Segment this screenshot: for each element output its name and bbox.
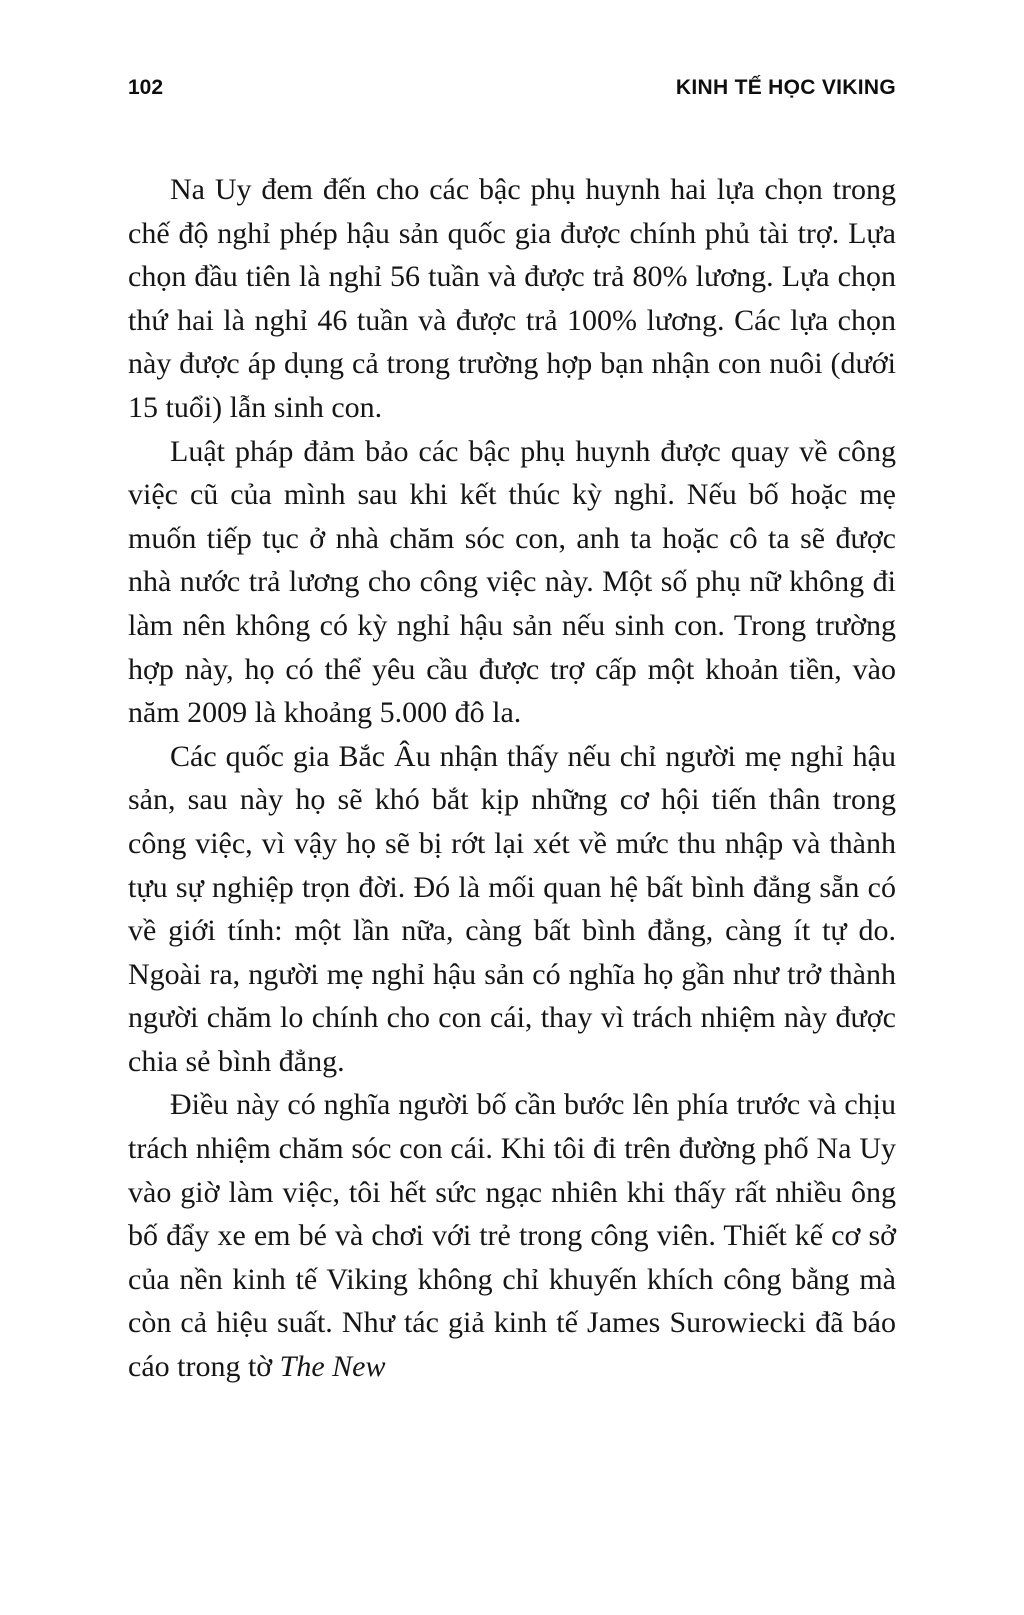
paragraph-text: Các quốc gia Bắc Âu nhận thấy nếu chỉ người mẹ nghỉ hậu sản, sau này họ sẽ khó bắt kịp những cơ hội tiến thân trong công việc, vì vậy họ sẽ bị rớt lại xét về mức thu nhập và thành tựu sự nghiệp trọn đời. Đó là mối quan hệ bất bình đẳng sẵn có về giới tính: một lần nữa, càng bất bình đẳng, càng ít tự do. Ngoài ra, người mẹ nghỉ hậu sản có nghĩa họ gần như trở thành người chăm lo chính cho con cái, thay vì trách nhiệm này được chia sẻ bình đẳng. (128, 739, 896, 1078)
paragraph (128, 735, 896, 1084)
running-title: KINH TẾ HỌC VIKING (675, 76, 896, 99)
page-header (128, 76, 896, 100)
page-number: 102 (128, 76, 164, 99)
paragraph (128, 430, 896, 735)
paragraph-text: Luật pháp đảm bảo các bậc phụ huynh được quay về công việc cũ của mình sau khi kết thúc kỳ nghỉ. Nếu bố hoặc mẹ muốn tiếp tục ở nhà chăm sóc con, anh ta hoặc cô ta sẽ được nhà nước trả lương cho công việc này. Một số phụ nữ không đi làm nên không có kỳ nghỉ hậu sản nếu sinh con. Trong trường hợp này, họ có thể yêu cầu được trợ cấp một khoản tiền, vào năm 2009 là khoảng 5.000 đô la. (128, 434, 896, 730)
page-body (128, 168, 896, 1389)
paragraph-text: Điều này có nghĩa người bố cần bước lên phía trước và chịu trách nhiệm chăm sóc con cái. Khi tôi đi trên đường phố Na Uy vào giờ làm việc, tôi hết sức ngạc nhiên khi thấy rất nhiều ông bố đẩy xe em bé và chơi với trẻ trong công viên. Thiết kế cơ sở của nền kinh tế Viking không chỉ khuyến khích công bằng mà còn cả hiệu suất. Như tác giả kinh tế James Surowiecki đã báo cáo trong tờ (128, 1088, 896, 1384)
paragraph (128, 1083, 896, 1388)
paragraph (128, 168, 896, 430)
paragraph-text: Na Uy đem đến cho các bậc phụ huynh hai lựa chọn trong chế độ nghỉ phép hậu sản quốc gia được chính phủ tài trợ. Lựa chọn đầu tiên là nghỉ 56 tuần và được trả 80% lương. Lựa chọn thứ hai là nghỉ 46 tuần và được trả 100% lương. Các lựa chọn này được áp dụng cả trong trường hợp bạn nhận con nuôi (dưới 15 tuổi) lẫn sinh con. (128, 173, 896, 424)
italic-publication-title: The New (279, 1350, 386, 1384)
